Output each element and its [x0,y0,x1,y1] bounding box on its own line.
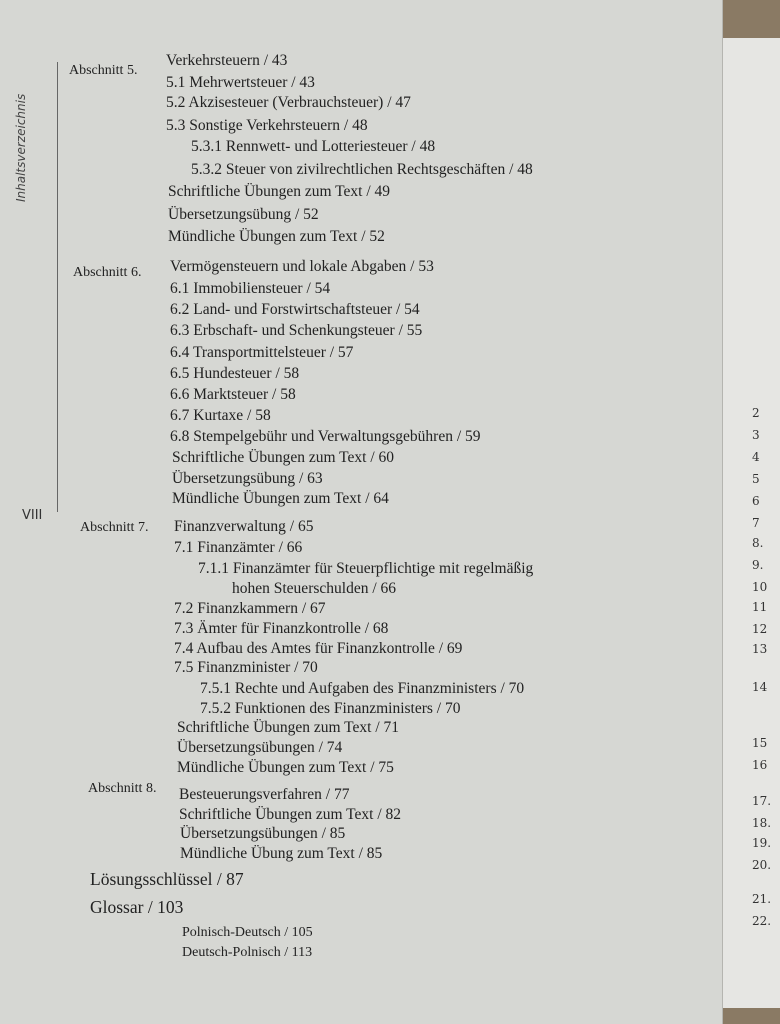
toc-entry-glossary: Glossar / 103 [90,897,184,917]
toc-entry: 6.1 Immobiliensteuer / 54 [170,280,331,297]
toc-entry: 7.1 Finanzämter / 66 [174,539,303,556]
adjacent-page-number: 18. [752,816,772,830]
toc-entry: Vermögensteuern und lokale Abgaben / 53 [170,258,434,275]
adjacent-page-number: 4 [752,450,760,464]
adjacent-page-number: 3 [752,428,760,442]
toc-entry-solutions: Lösungsschlüssel / 87 [90,869,244,889]
adjacent-page-number: 13 [752,642,768,656]
adjacent-page-number: 9. [752,558,764,572]
toc-entry: Mündliche Übungen zum Text / 64 [172,490,389,507]
adjacent-page-number: 21. [752,892,772,906]
toc-entry: 7.2 Finanzkammern / 67 [174,600,326,617]
toc-entry: Schriftliche Übungen zum Text / 82 [179,806,402,823]
toc-entry: Mündliche Übung zum Text / 85 [180,845,383,862]
toc-entry: Verkehrsteuern / 43 [166,52,288,69]
toc-entry: 6.7 Kurtaxe / 58 [170,407,271,424]
toc-entry: Besteuerungsverfahren / 77 [179,786,350,803]
section-heading: Abschnitt 7. [80,520,149,535]
toc-entry: Übersetzungsübung / 52 [168,206,319,223]
toc-entry: 6.3 Erbschaft- und Schenkungsteuer / 55 [170,322,423,339]
toc-entry: 5.3.1 Rennwett- und Lotteriesteuer / 48 [191,138,436,155]
toc-entry: 6.4 Transportmittelsteuer / 57 [170,344,354,361]
toc-entry: hohen Steuerschulden / 66 [232,580,397,597]
toc-entry: 7.5.1 Rechte und Aufgaben des Finanzministers / 70 [200,680,525,697]
toc-entry: 5.1 Mehrwertsteuer / 43 [166,74,315,91]
section-heading: Abschnitt 8. [88,781,157,796]
toc-entry: 7.1.1 Finanzämter für Steuerpflichtige mit regelmäßig [198,560,534,577]
adjacent-page-number: 5 [752,472,760,486]
toc-entry: Übersetzungsübungen / 85 [180,825,346,842]
toc-entry: Mündliche Übungen zum Text / 52 [168,228,385,245]
adjacent-page-number: 10 [752,580,768,594]
toc-entry: Schriftliche Übungen zum Text / 71 [177,719,400,736]
toc-entry: Schriftliche Übungen zum Text / 49 [168,183,391,200]
section-heading: Abschnitt 5. [69,63,138,78]
adjacent-page-number: 6 [752,494,760,508]
toc-entry: 6.5 Hundesteuer / 58 [170,365,300,382]
toc-entry: Schriftliche Übungen zum Text / 60 [172,449,395,466]
toc-entry: Finanzverwaltung / 65 [174,518,314,535]
adjacent-page-number: 2 [752,406,760,420]
adjacent-page-number: 16 [752,758,768,772]
adjacent-page-number: 19. [752,836,772,850]
toc-entry: Übersetzungsübung / 63 [172,470,323,487]
adjacent-page-number: 12 [752,622,768,636]
adjacent-page-number: 20. [752,858,772,872]
section-heading: Abschnitt 6. [73,265,142,280]
adjacent-page-number: 11 [752,600,768,614]
page-number: VIII [22,508,43,523]
adjacent-page-number: 17. [752,794,772,808]
toc-entry: 6.6 Marktsteuer / 58 [170,386,296,403]
toc-entry: 5.2 Akzisesteuer (Verbrauchsteuer) / 47 [166,94,411,111]
adjacent-page-number: 8. [752,536,764,550]
toc-entry: Polnisch-Deutsch / 105 [182,925,313,940]
adjacent-page-number: 22. [752,914,772,928]
toc-entry: 7.3 Ämter für Finanzkontrolle / 68 [174,620,389,637]
running-head: Inhaltsverzeichnis [14,93,28,202]
toc-entry: 7.5 Finanzminister / 70 [174,659,318,676]
toc-entry: 5.3 Sonstige Verkehrsteuern / 48 [166,117,368,134]
toc-entry: 5.3.2 Steuer von zivilrechtlichen Rechtsgeschäften / 48 [191,161,533,178]
toc-entry: 7.5.2 Funktionen des Finanzministers / 70 [200,700,461,717]
toc-entry: Mündliche Übungen zum Text / 75 [177,759,394,776]
adjacent-page-number: 7 [752,516,760,530]
toc-entry: 7.4 Aufbau des Amtes für Finanzkontrolle / 69 [174,640,463,657]
toc-entry: Deutsch-Polnisch / 113 [182,945,313,960]
margin-rule [57,62,58,512]
adjacent-page-number: 14 [752,680,768,694]
adjacent-page-number: 15 [752,736,768,750]
toc-entry: Übersetzungsübungen / 74 [177,739,343,756]
toc-entry: 6.8 Stempelgebühr und Verwaltungsgebühren / 59 [170,428,481,445]
toc-entry: 6.2 Land- und Forstwirtschaftsteuer / 54 [170,301,420,318]
